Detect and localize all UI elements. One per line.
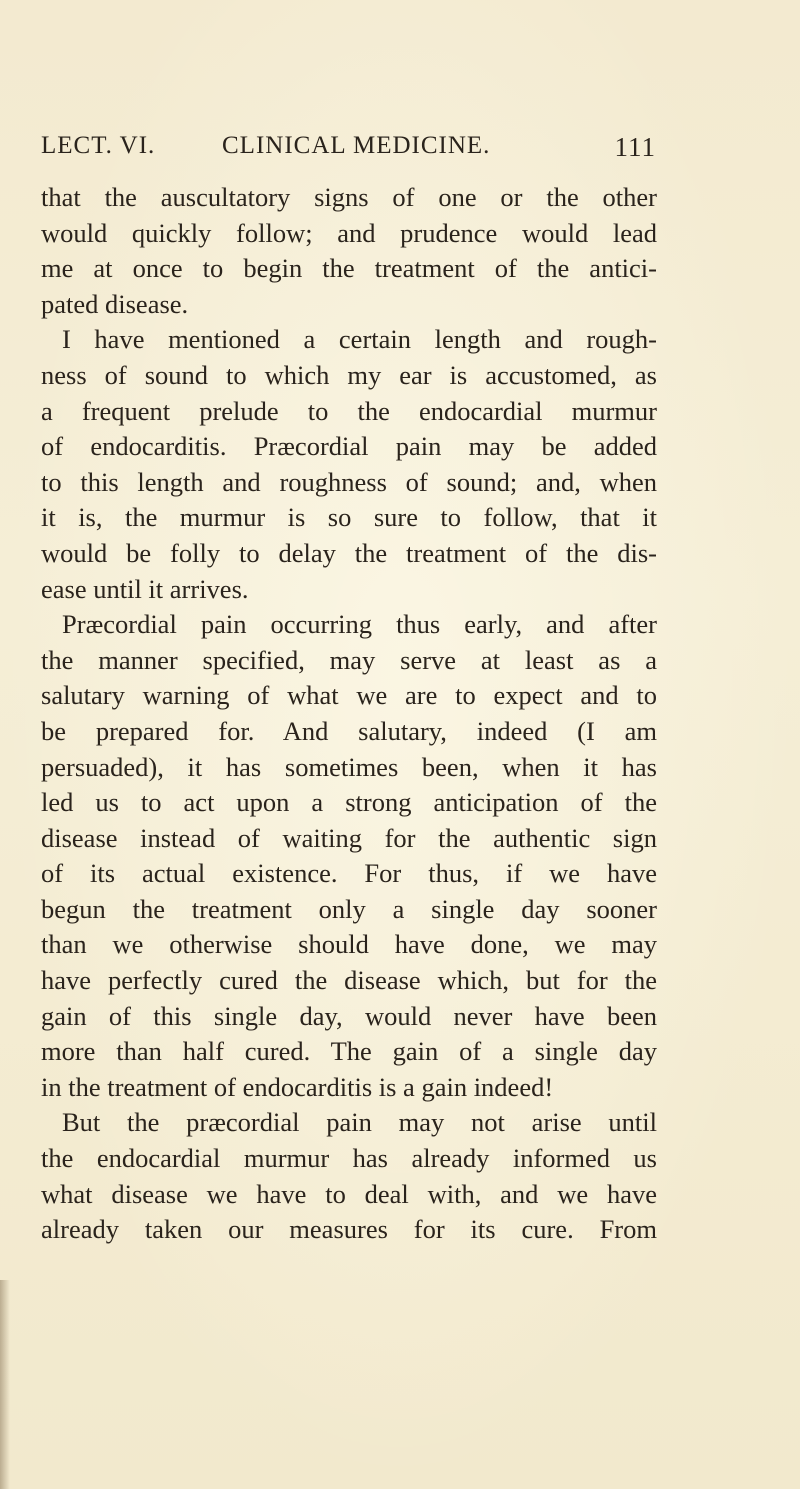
text-line: pated disease.	[41, 288, 189, 319]
text-line: it is, the murmur is so sure to follow, that it	[41, 502, 657, 533]
lecture-label: LECT. VI.	[41, 132, 156, 159]
text-line: ease until it arrives.	[41, 573, 249, 604]
text-line: than we otherwise should have done, we may	[41, 929, 657, 960]
text-line: more than half cured. The gain of a single day	[41, 1036, 657, 1067]
text-line: gain of this single day, would never have been	[41, 1000, 657, 1031]
text-line: persuaded), it has sometimes been, when it has	[41, 751, 657, 782]
text-line: have perfectly cured the disease which, but for the	[41, 965, 657, 996]
text-line: would be folly to delay the treatment of the dis-	[41, 537, 657, 568]
text-line: would quickly follow; and prudence would lead	[41, 217, 657, 248]
text-line: me at once to begin the treatment of the antici-	[41, 253, 657, 284]
text-line: a frequent prelude to the endocardial murmur	[41, 395, 657, 426]
text-line: already taken our measures for its cure. From	[41, 1214, 657, 1245]
page-edge-shadow	[0, 1280, 10, 1489]
text-line: led us to act upon a strong anticipation of the	[41, 787, 657, 818]
text-line: of endocarditis. Præcordial pain may be added	[41, 431, 657, 462]
text-line: ness of sound to which my ear is accustomed, as	[41, 359, 657, 390]
text-line: disease instead of waiting for the authentic sign	[41, 822, 657, 853]
text-line: the manner specified, may serve at least as a	[41, 644, 657, 675]
text-line: the endocardial murmur has already informed us	[41, 1143, 657, 1174]
text-line: that the auscultatory signs of one or the other	[41, 182, 657, 212]
body-text	[41, 180, 657, 1248]
running-header	[41, 132, 656, 164]
text-line: of its actual existence. For thus, if we have	[41, 858, 657, 889]
text-line: salutary warning of what we are to expect and to	[41, 680, 657, 711]
text-line: to this length and roughness of sound; and, when	[41, 466, 657, 497]
text-line: Præcordial pain occurring thus early, and after	[62, 609, 657, 640]
text-line: in the treatment of endocarditis is a gain indeed!	[41, 1071, 554, 1102]
running-title: CLINICAL MEDICINE.	[222, 132, 491, 159]
text-line: be prepared for. And salutary, indeed (I am	[41, 715, 657, 746]
text-line: But the præcordial pain may not arise until	[62, 1107, 657, 1138]
text-line: begun the treatment only a single day sooner	[41, 893, 657, 924]
page-number: 111	[614, 132, 656, 162]
text-line: I have mentioned a certain length and rough-	[62, 324, 657, 355]
text-line: what disease we have to deal with, and we have	[41, 1178, 657, 1209]
